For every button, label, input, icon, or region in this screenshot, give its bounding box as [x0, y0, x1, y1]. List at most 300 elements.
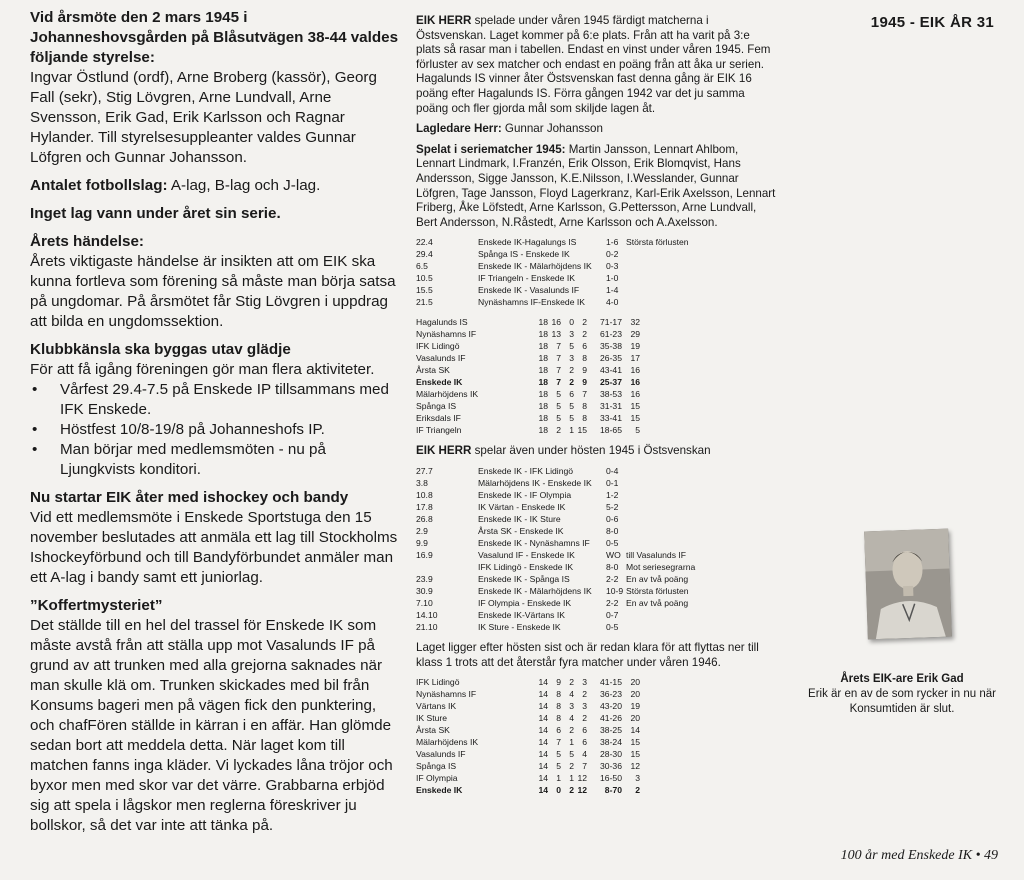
list-item: • Vårfest 29.4-7.5 på Enskede IP tillsammans med IFK Enskede.: [30, 380, 402, 420]
table-cell: 7: [556, 737, 561, 748]
table-cell: Nynäshamns IF: [416, 689, 477, 700]
table-cell: 10-9: [606, 585, 624, 596]
table-cell: 2: [582, 689, 587, 700]
table-cell: Spånga IS: [416, 761, 457, 772]
autumn-lead: EIK HERR: [416, 444, 472, 458]
list-item: • Höstfest 10/8-19/8 på Johanneshofs IP.: [30, 420, 402, 440]
hockey-heading: Nu startar EIK åter med ishockey och bandy: [30, 489, 349, 506]
table-cell: 1: [556, 773, 561, 784]
table-cell: 2: [582, 713, 587, 724]
table-cell: IF Triangeln - Enskede IK: [478, 273, 575, 284]
table-cell: 0-5: [606, 621, 619, 632]
table-cell: WO: [606, 549, 621, 560]
table-cell: IF Olympia - Enskede IK: [478, 597, 572, 608]
caption-title: Årets EIK-are Erik Gad: [840, 673, 964, 685]
table-cell: 7: [582, 761, 587, 772]
table-cell: Nynäshamns IF: [416, 329, 477, 340]
table-cell: IK Sture - Enskede IK: [478, 621, 561, 632]
table-cell: 9.9: [416, 537, 428, 548]
table-cell: [626, 621, 695, 633]
table-cell: Enskede IK: [416, 377, 463, 388]
table-cell: Enskede IK-Värtans IK: [478, 609, 565, 620]
table-cell: Årsta SK: [416, 725, 450, 736]
table-cell: 28-30: [600, 749, 622, 760]
table-cell: 7: [556, 377, 561, 388]
table-cell: Största förlusten: [626, 585, 689, 596]
table-cell: 6: [582, 737, 587, 748]
table-cell: 5: [556, 401, 561, 412]
table-cell: 5: [556, 761, 561, 772]
table-cell: 3: [582, 701, 587, 712]
table-cell: 15: [630, 737, 640, 748]
table-cell: 9: [556, 677, 561, 688]
table-cell: 2: [582, 317, 587, 328]
table-cell: [626, 272, 689, 284]
table-cell: 2-2: [606, 597, 619, 608]
leader-line: [416, 122, 776, 137]
spring-paragraph: [416, 14, 776, 116]
table-cell: 0-5: [606, 537, 619, 548]
event-heading: Årets händelse:: [30, 233, 144, 250]
table-cell: Enskede IK - Vasalunds IF: [478, 285, 580, 296]
table-cell: Enskede IK - Mälarhöjdens IK: [478, 261, 592, 272]
table-row: [416, 585, 695, 597]
table-cell: 7: [556, 365, 561, 376]
table-row: [416, 328, 640, 340]
table-row: [416, 700, 640, 712]
table-cell: 14: [538, 761, 548, 772]
portrait-image: [864, 529, 952, 640]
table-cell: 30-36: [600, 761, 622, 772]
table-cell: 16: [630, 389, 640, 400]
player-photo: [864, 529, 952, 640]
table-cell: 2: [556, 425, 561, 436]
table-cell: 30.9: [416, 585, 433, 596]
table-cell: En av två poäng: [626, 597, 689, 608]
table-cell: Spånga IS - Enskede IK: [478, 249, 570, 260]
table-cell: 10.5: [416, 273, 433, 284]
table-cell: 5: [569, 401, 574, 412]
table-cell: 18: [538, 413, 548, 424]
table-row: [416, 597, 695, 609]
table-row: [416, 248, 689, 260]
table-cell: [626, 248, 689, 260]
table-cell: Vasalunds IF: [416, 749, 466, 760]
table-cell: 5: [556, 413, 561, 424]
table-cell: 14: [538, 713, 548, 724]
table-cell: 8-0: [606, 561, 619, 572]
table-cell: 12: [577, 785, 587, 796]
mystery-heading: ”Koffertmysteriet”: [30, 597, 163, 614]
table-cell: 16-50: [600, 773, 622, 784]
table-row: [416, 736, 640, 748]
table-cell: 7: [582, 389, 587, 400]
intro-heading: Vid årsmöte den 2 mars 1945 i Johanneshovsgården på Blåsutvägen 38-44 valdes följande styrelse:: [30, 9, 399, 66]
table-cell: 1: [569, 773, 574, 784]
table-cell: Enskede IK - IFK Lidingö: [478, 465, 574, 476]
table-cell: 0-7: [606, 609, 619, 620]
table-cell: 25-37: [600, 377, 622, 388]
table-row: [416, 489, 695, 501]
table-cell: 18: [538, 377, 548, 388]
table-cell: 14: [538, 749, 548, 760]
table-row: [416, 784, 640, 796]
table-cell: [626, 465, 695, 477]
table-cell: 6: [569, 389, 574, 400]
table-cell: Enskede IK-Hagalungs IS: [478, 237, 577, 248]
table-cell: 21.5: [416, 297, 433, 308]
table-cell: 36-23: [600, 689, 622, 700]
table-cell: 4: [582, 749, 587, 760]
table-cell: 5: [569, 341, 574, 352]
table-cell: 3: [569, 701, 574, 712]
table-cell: IF Olympia: [416, 773, 458, 784]
table-row: [416, 549, 695, 561]
table-row: [416, 688, 640, 700]
table-cell: 3: [635, 773, 640, 784]
table-cell: 3: [569, 329, 574, 340]
table-cell: 2: [569, 365, 574, 376]
table-cell: 5: [556, 389, 561, 400]
table-cell: 35-38: [600, 341, 622, 352]
table-cell: 33-41: [600, 413, 622, 424]
table-row: [416, 284, 689, 296]
spring-results-table: [416, 236, 689, 308]
table-cell: IK Sture: [416, 713, 448, 724]
table-cell: 18-65: [600, 425, 622, 436]
table-cell: 16: [630, 365, 640, 376]
table-cell: 20: [630, 689, 640, 700]
table-cell: 2: [569, 377, 574, 388]
table-cell: 2.9: [416, 525, 428, 536]
table-row: [416, 388, 640, 400]
table-cell: 0: [569, 317, 574, 328]
table-cell: 21.10: [416, 621, 438, 632]
table-cell: 8: [556, 701, 561, 712]
table-cell: Årsta SK - Enskede IK: [478, 525, 564, 536]
table-cell: 38-24: [600, 737, 622, 748]
spring-text: spelade under våren 1945 färdigt matcherna i Östsvenskan. Laget kommer på 6:e plats. Från att ha varit på 3:e plats så rasar man i tabellen. Endast en vinst under våren 1945. Fem förluster av sex matcher och endast en poäng från att åka ur serien. Hagalunds IS vinner åter Östsvenskan fast denna gång är EIK 16 poäng efter Hagalunds IS. Förra gången 1942 var det ju samma poäng och fler gjorda mål som skiljde lagen åt.: [416, 14, 771, 115]
table-cell: 16: [551, 317, 561, 328]
table-cell: 12: [630, 761, 640, 772]
leader-label: Lagledare Herr:: [416, 122, 502, 136]
table-cell: [626, 501, 695, 513]
table-cell: 0-6: [606, 513, 619, 524]
table-cell: 41-15: [600, 677, 622, 688]
table-cell: 5: [569, 749, 574, 760]
table-cell: 7: [556, 341, 561, 352]
table-cell: Enskede IK: [416, 785, 463, 796]
table-row: [416, 412, 640, 424]
table-cell: Hagalunds IS: [416, 317, 468, 328]
table-cell: 8: [556, 713, 561, 724]
table-cell: 38-53: [600, 389, 622, 400]
table-row: [416, 340, 640, 352]
table-cell: Mälarhöjdens IK - Enskede IK: [478, 477, 592, 488]
table-cell: IFK Lidingö: [416, 677, 460, 688]
table-row: [416, 376, 640, 388]
table-cell: 18: [538, 329, 548, 340]
table-cell: 5: [635, 425, 640, 436]
table-cell: 8: [556, 689, 561, 700]
table-cell: Vasalund IF - Enskede IK: [478, 549, 575, 560]
table-cell: 14: [538, 701, 548, 712]
table-row: [416, 316, 640, 328]
table-cell: IK Värtan - Enskede IK: [478, 501, 566, 512]
table-cell: [626, 477, 695, 489]
autumn-summary: Laget ligger efter hösten sist och är redan klara för att flyttas ner till klass 1 trots att det återstår fyra matcher under våren 1946.: [416, 640, 759, 669]
autumn-standings-table: [416, 676, 640, 796]
middle-column: [416, 14, 776, 804]
table-cell: 9: [582, 365, 587, 376]
table-cell: 29.4: [416, 249, 433, 260]
table-cell: 7: [556, 353, 561, 364]
table-cell: 14: [538, 725, 548, 736]
table-cell: 7.10: [416, 597, 433, 608]
table-row: [416, 364, 640, 376]
table-cell: 29: [630, 329, 640, 340]
caption-text: Erik är en av de som rycker in nu när Konsumtiden är slut.: [808, 688, 996, 715]
table-cell: 20: [630, 713, 640, 724]
table-cell: 15: [630, 413, 640, 424]
table-row: [416, 424, 640, 436]
page-title: 1945 - EIK ÅR 31: [870, 14, 994, 31]
table-cell: 1-4: [606, 285, 619, 296]
table-cell: Enskede IK - Nynäshamns IF: [478, 537, 590, 548]
table-row: [416, 400, 640, 412]
table-cell: 4-0: [606, 297, 619, 308]
table-cell: 15.5: [416, 285, 433, 296]
table-row: [416, 748, 640, 760]
table-cell: till Vasalunds IF: [626, 549, 687, 560]
players-text: Martin Jansson, Lennart Ahlbom, Lennart Lindmark, I.Franzén, Erik Olsson, Erik Blomqvist, Hans Andersson, Sigge Jansson, K.E.Nilsson, I.Wesslander, Gunnar Löfgren, Tage Jansson, Floyd Lagerkranz, Karl-Erik Axelsson, Lennart Friberg, Åke Löfstedt, Arne Karlsson, G.Pettersson, Arne Lundvall, Bert Andersson, N.Råstedt, Arne Karlsson och A.Axelsson.: [416, 142, 776, 229]
table-cell: Värtans IK: [416, 701, 457, 712]
board-text: Ingvar Östlund (ordf), Arne Broberg (kassör), Georg Fall (sekr), Stig Lövgren, Arne Lundvall, Arne Svensson, Erik Gad, Erik Karlsson och Ragnar Hylander. Till styrelsesuppleanter valdes Gunnar Löfgren och Gunnar Johansson.: [30, 69, 377, 166]
table-cell: 6: [582, 725, 587, 736]
table-cell: [626, 284, 689, 296]
table-cell: Enskede IK - Mälarhöjdens IK: [478, 585, 592, 596]
teams-label: Antalet fotbollslag:: [30, 177, 168, 194]
table-cell: 12: [577, 773, 587, 784]
table-cell: IFK Lidingö: [416, 341, 460, 352]
table-cell: [626, 260, 689, 272]
table-cell: [626, 525, 695, 537]
table-cell: 9: [582, 377, 587, 388]
table-cell: 15: [630, 401, 640, 412]
table-cell: Mälarhöjdens IK: [416, 737, 479, 748]
table-row: [416, 477, 695, 489]
table-cell: Årsta SK: [416, 365, 450, 376]
table-cell: 5-2: [606, 501, 619, 512]
table-row: [416, 465, 695, 477]
table-cell: Eriksdals IF: [416, 413, 461, 424]
table-cell: 18: [538, 353, 548, 364]
table-cell: 26.8: [416, 513, 433, 524]
table-cell: 2: [569, 785, 574, 796]
left-column: [30, 8, 402, 844]
table-cell: 41-26: [600, 713, 622, 724]
table-cell: Enskede IK - Spånga IS: [478, 573, 570, 584]
table-cell: 3: [582, 677, 587, 688]
table-cell: 15: [577, 425, 587, 436]
table-cell: 3: [569, 353, 574, 364]
no-win-text: Inget lag vann under året sin serie.: [30, 205, 281, 222]
table-cell: 14: [630, 725, 640, 736]
table-cell: 3.8: [416, 477, 428, 488]
table-cell: 4: [569, 689, 574, 700]
table-cell: 1-2: [606, 489, 619, 500]
table-cell: 15: [630, 749, 640, 760]
table-row: [416, 537, 695, 549]
table-cell: 38-25: [600, 725, 622, 736]
table-cell: 4: [569, 713, 574, 724]
table-cell: 14: [538, 773, 548, 784]
table-cell: 18: [538, 401, 548, 412]
table-cell: 0-2: [606, 249, 619, 260]
table-cell: En av två poäng: [626, 573, 689, 584]
table-cell: 2: [635, 785, 640, 796]
club-text: För att få igång föreningen gör man flera aktiviteter.: [30, 361, 375, 378]
table-cell: [626, 489, 695, 501]
autumn-heading: [416, 444, 776, 459]
autumn-results-table: [416, 465, 695, 633]
event-text: Årets viktigaste händelse är insikten att om EIK ska kunna fortleva som förening så måste man börja satsa på ungdomar. På årsmötet får Stig Lövgren i uppdrag att bilda en ungdomssektion.: [30, 253, 396, 330]
table-row: [416, 561, 695, 573]
table-cell: 2: [569, 677, 574, 688]
table-cell: 1: [569, 737, 574, 748]
table-row: [416, 772, 640, 784]
table-cell: 2: [569, 725, 574, 736]
table-cell: 61-23: [600, 329, 622, 340]
table-cell: 5: [569, 413, 574, 424]
table-row: [416, 296, 689, 308]
table-cell: 1-6: [606, 237, 619, 248]
table-row: [416, 621, 695, 633]
autumn-text: spelar även under hösten 1945 i Östsvenskan: [471, 444, 711, 458]
table-cell: Mälarhöjdens IK: [416, 389, 479, 400]
table-cell: 13: [551, 329, 561, 340]
list-item: • Man börjar med medlemsmöten - nu på Ljungkvists konditori.: [30, 440, 402, 480]
table-cell: 19: [630, 341, 640, 352]
table-cell: [626, 513, 695, 525]
table-cell: Enskede IK - IF Olympia: [478, 489, 572, 500]
table-cell: 14.10: [416, 609, 438, 620]
table-cell: 71-17: [600, 317, 622, 328]
table-cell: 1-0: [606, 273, 619, 284]
table-cell: 22.4: [416, 237, 433, 248]
club-heading: Klubbkänsla ska byggas utav glädje: [30, 341, 291, 358]
table-cell: [626, 537, 695, 549]
table-row: [416, 501, 695, 513]
spring-lead: EIK HERR: [416, 14, 472, 27]
table-cell: 18: [538, 365, 548, 376]
table-row: [416, 724, 640, 736]
table-cell: 27.7: [416, 465, 433, 476]
teams-line: [30, 176, 402, 196]
table-cell: Största förlusten: [626, 237, 689, 248]
photo-caption: [802, 672, 1002, 717]
hockey-text: Vid ett medlemsmöte i Enskede Sportstuga den 15 november beslutades att anmäla ett lag till Stockholms Ishockeyförbund och till Bandyförbundet anmäler man ett A-lag i bandy samt ett juniorlag.: [30, 509, 398, 586]
teams-text: A-lag, B-lag och J-lag.: [167, 177, 321, 194]
table-cell: 0: [556, 785, 561, 796]
table-cell: 18: [538, 317, 548, 328]
table-row: [416, 236, 689, 248]
table-cell: IF Triangeln: [416, 425, 462, 436]
table-cell: Vasalunds IF: [416, 353, 466, 364]
table-cell: 31-31: [600, 401, 622, 412]
table-row: [416, 272, 689, 284]
table-cell: 23.9: [416, 573, 433, 584]
table-cell: 8: [582, 413, 587, 424]
table-cell: Nynäshamns IF-Enskede IK: [478, 297, 585, 308]
table-cell: 32: [630, 317, 640, 328]
table-cell: 16: [630, 377, 640, 388]
table-row: [416, 609, 695, 621]
table-row: [416, 676, 640, 688]
players-paragraph: [416, 143, 776, 231]
table-cell: 8: [582, 401, 587, 412]
table-cell: 18: [538, 389, 548, 400]
table-cell: [626, 296, 689, 308]
table-cell: 2-2: [606, 573, 619, 584]
table-cell: 26-35: [600, 353, 622, 364]
table-cell: 10.8: [416, 489, 433, 500]
table-cell: 14: [538, 785, 548, 796]
table-cell: 5: [556, 749, 561, 760]
table-cell: 14: [538, 689, 548, 700]
activity-list: [30, 380, 402, 480]
table-cell: 43-41: [600, 365, 622, 376]
page-footer: 100 år med Enskede IK • 49: [840, 848, 998, 863]
table-cell: 6: [582, 341, 587, 352]
table-cell: 18: [538, 341, 548, 352]
spring-standings-table: [416, 316, 640, 436]
table-cell: 2: [582, 329, 587, 340]
table-cell: 2: [569, 761, 574, 772]
leader-name: Gunnar Johansson: [501, 122, 603, 136]
table-row: [416, 260, 689, 272]
table-cell: Mot seriesegrarna: [626, 561, 696, 572]
mystery-text: Det ställde till en hel del trassel för Enskede IK som måste avstå från att ställa upp mot Vasalunds IF på grund av att trunken med alla grejorna saknades när man skulle klä om. Trunken skickades med bil från Konsums bageri men på vägen fick den punktering, och chafFören ställde in kärran i en affär. Han glömde sedan bort att meddela detta. När laget kom till matchen fanns inga kläder. Vi lyckades låna tröjor och byxor men med skor var det värre. Grabbarna erbjöd sig att spela i lågskor men reglerna föreskriver ju bollskor, så det var inte att tänka på.: [30, 617, 393, 834]
table-cell: 16.9: [416, 549, 433, 560]
table-cell: [416, 561, 478, 573]
table-cell: 0-3: [606, 261, 619, 272]
table-cell: 17: [630, 353, 640, 364]
table-cell: 20: [630, 677, 640, 688]
table-cell: 8-70: [604, 785, 622, 796]
table-cell: Enskede IK - IK Sture: [478, 513, 561, 524]
table-row: [416, 573, 695, 585]
players-label: Spelat i seriematcher 1945:: [416, 142, 566, 156]
table-cell: 6: [556, 725, 561, 736]
table-cell: 19: [630, 701, 640, 712]
table-row: [416, 352, 640, 364]
table-cell: 6.5: [416, 261, 428, 272]
table-cell: IFK Lidingö - Enskede IK: [478, 561, 574, 572]
table-cell: 43-20: [600, 701, 622, 712]
table-row: [416, 712, 640, 724]
table-row: [416, 513, 695, 525]
table-cell: 18: [538, 425, 548, 436]
table-row: [416, 525, 695, 537]
table-cell: 0-4: [606, 465, 619, 476]
table-cell: Spånga IS: [416, 401, 457, 412]
table-row: [416, 760, 640, 772]
table-cell: [626, 609, 695, 621]
table-cell: 14: [538, 677, 548, 688]
table-cell: 0-1: [606, 477, 619, 488]
table-cell: 8-0: [606, 525, 619, 536]
